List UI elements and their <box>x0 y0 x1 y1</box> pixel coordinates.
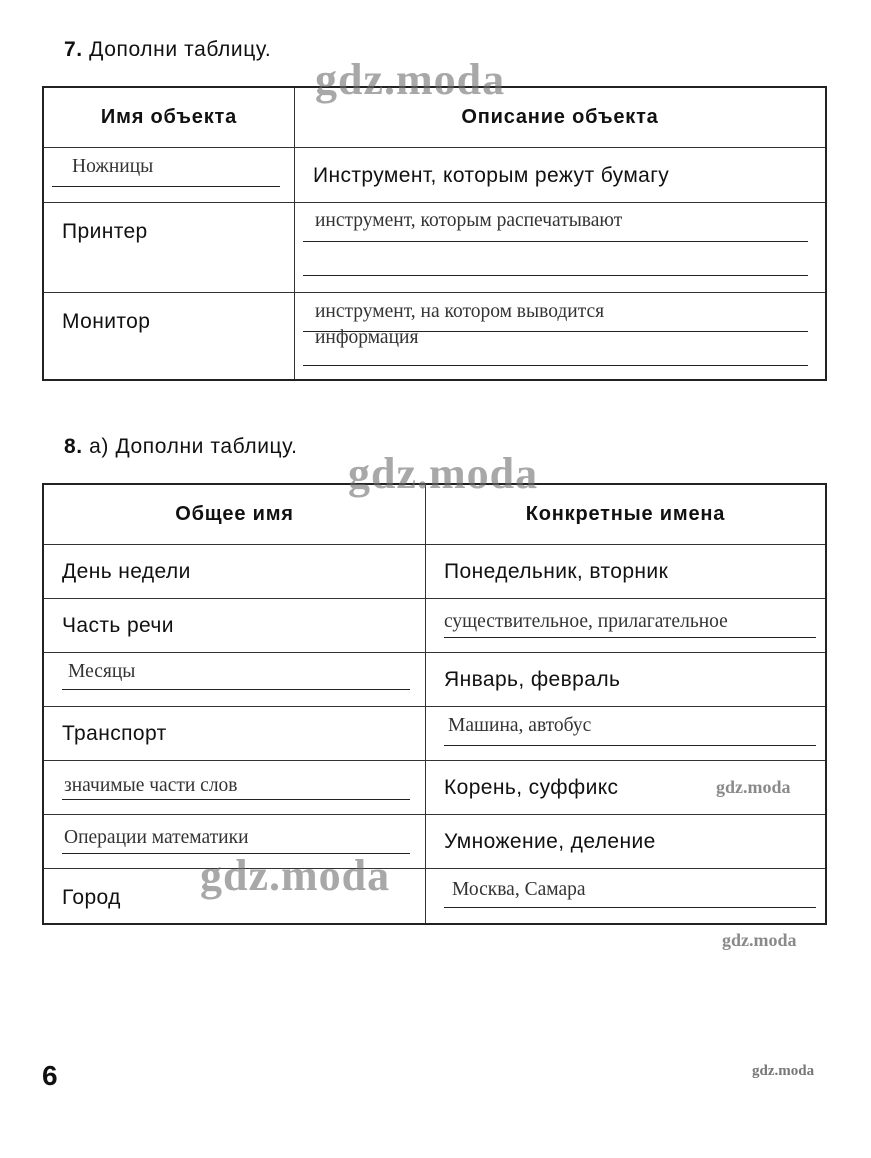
specific-names-cell[interactable] <box>426 706 827 760</box>
object-description-cell[interactable] <box>295 292 827 380</box>
watermark: gdz.moda <box>752 1063 815 1079</box>
table-row <box>43 544 826 598</box>
answer-line <box>62 799 410 800</box>
answer-line <box>303 241 808 242</box>
object-name-cell[interactable] <box>43 147 295 202</box>
general-name-handwritten: значимые части слов <box>64 774 238 796</box>
task-8-title <box>64 435 298 459</box>
answer-line <box>444 637 816 638</box>
object-description-handwritten-2: информация <box>315 326 419 348</box>
specific-names-handwritten: Москва, Самара <box>452 878 586 900</box>
specific-names-text: Умножение, деление <box>444 829 656 853</box>
table-row <box>43 598 826 652</box>
task-7-title-text: Дополни таблицу. <box>89 38 272 61</box>
object-description-handwritten: инструмент, которым распечатывают <box>315 209 623 231</box>
table-row <box>43 652 826 706</box>
header-specific-names: Конкретные имена <box>426 484 827 544</box>
watermark: gdz.moda <box>722 930 797 950</box>
general-name-text: День недели <box>62 559 191 583</box>
task-8-number: 8. <box>64 435 83 458</box>
watermark: gdz.moda <box>348 449 539 498</box>
table-row <box>43 147 826 202</box>
answer-line <box>444 907 816 908</box>
answer-line <box>52 186 280 187</box>
object-description-text: Инструмент, которым режут бумагу <box>313 163 670 187</box>
table-row <box>43 814 826 868</box>
table-row <box>43 868 826 924</box>
specific-names-handwritten: существительное, прилагательное <box>444 610 728 632</box>
answer-line <box>303 365 808 366</box>
general-name-text: Часть речи <box>62 613 174 637</box>
task-7-title <box>64 38 271 62</box>
header-object-description: Описание объекта <box>295 87 827 147</box>
object-name-cell <box>43 202 295 292</box>
table-row <box>43 202 826 292</box>
specific-names-text: Январь, февраль <box>444 667 621 691</box>
table-row <box>43 760 826 814</box>
object-name-handwritten: Ножницы <box>72 155 154 177</box>
table-row <box>43 706 826 760</box>
header-object-name: Имя объекта <box>43 87 295 147</box>
page-number: 6 <box>42 1060 58 1091</box>
general-name-cell[interactable] <box>43 760 426 814</box>
specific-names-cell <box>426 652 827 706</box>
task-8-title-text: а) Дополни таблицу. <box>89 435 298 458</box>
general-name-cell[interactable] <box>43 652 426 706</box>
general-name-handwritten: Операции математики <box>64 826 249 848</box>
object-name-text: Принтер <box>62 219 148 243</box>
answer-line <box>62 689 410 690</box>
watermark: gdz.moda <box>315 55 506 104</box>
object-table <box>42 86 827 381</box>
watermark: gdz.moda <box>200 851 391 900</box>
object-description-handwritten: инструмент, на котором выводится <box>315 300 605 322</box>
object-description-cell[interactable] <box>295 202 827 292</box>
object-description-cell <box>295 147 827 202</box>
specific-names-cell[interactable] <box>426 598 827 652</box>
answer-line <box>303 275 808 276</box>
specific-names-text: Понедельник, вторник <box>444 559 669 583</box>
table-row <box>43 292 826 380</box>
general-name-cell <box>43 598 426 652</box>
object-name-cell <box>43 292 295 380</box>
general-name-text: Город <box>62 885 121 909</box>
object-name-text: Монитор <box>62 309 151 333</box>
specific-names-handwritten: Машина, автобус <box>448 714 592 736</box>
specific-names-cell <box>426 814 827 868</box>
specific-names-cell[interactable] <box>426 868 827 924</box>
general-name-cell <box>43 544 426 598</box>
task-7-number: 7. <box>64 38 83 61</box>
specific-names-text: Корень, суффикс <box>444 775 619 799</box>
general-name-handwritten: Месяцы <box>68 660 136 682</box>
general-name-cell <box>43 706 426 760</box>
general-name-text: Транспорт <box>62 721 167 745</box>
answer-line <box>444 745 816 746</box>
names-table <box>42 483 827 925</box>
header-general-name: Общее имя <box>43 484 426 544</box>
watermark: gdz.moda <box>716 777 791 797</box>
specific-names-cell <box>426 544 827 598</box>
